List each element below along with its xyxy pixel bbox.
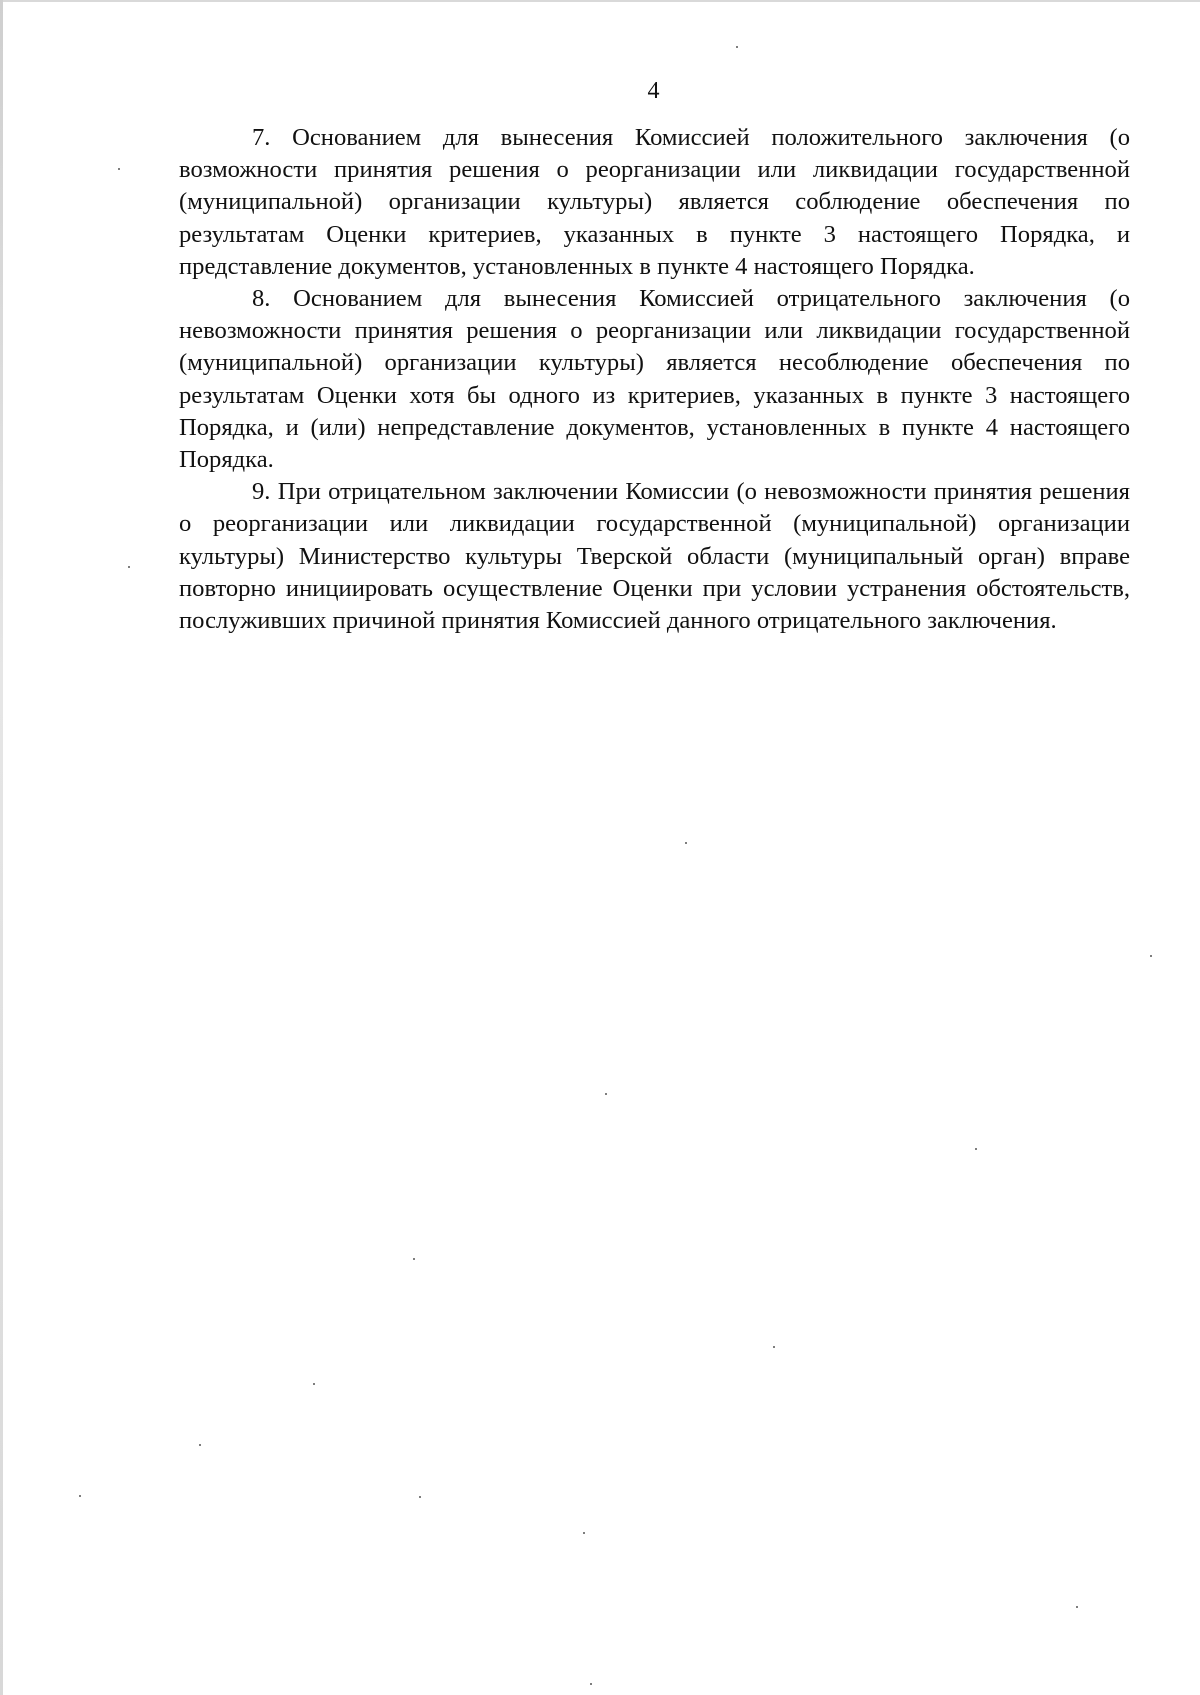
page-number: 4 — [647, 78, 660, 104]
scan-speck — [199, 1444, 201, 1446]
scan-speck — [128, 566, 130, 568]
page-top-edge — [0, 0, 1200, 2]
scan-speck — [605, 1093, 607, 1095]
scan-speck — [590, 1683, 592, 1685]
page-left-edge — [0, 0, 3, 1695]
scan-speck — [685, 842, 687, 844]
scan-speck — [975, 1148, 977, 1150]
scan-speck — [736, 46, 738, 48]
scan-speck — [313, 1383, 315, 1385]
scan-speck — [79, 1495, 81, 1497]
scan-speck — [1076, 1606, 1078, 1608]
scan-speck — [1150, 955, 1152, 957]
paragraph-9: 9. При отрицательном заключении Комиссии (о невозможности принятия решения о реорганизации или ликвидации государственной (муниципальной) организации культуры) Министерство культуры Тверской области (муниципальный орган) вправе повторно инициировать осуществление Оценки при условии устранения обстоятельств, послуживших причиной принятия Комиссией данного отрицательного заключения. — [179, 478, 1130, 635]
scan-speck — [118, 168, 120, 170]
paragraph-8: 8. Основанием для вынесения Комиссией отрицательного заключения (о невозможности принятия решения о реорганизации или ликвидации государственной (муниципальной) организации культуры) является несоблюдение обеспечения по результатам Оценки хотя бы одного из критериев, указанных в пункте 3 настоящего Порядка, и (или) непредставление документов, установленных в пункте 4 настоящего Порядка. — [179, 285, 1130, 474]
scan-speck — [583, 1532, 585, 1534]
scan-speck — [773, 1346, 775, 1348]
paragraph-7: 7. Основанием для вынесения Комиссией положительного заключения (о возможности принятия решения о реорганизации или ликвидации государственной (муниципальной) организации культуры) является соблюдение обеспечения по результатам Оценки критериев, указанных в пункте 3 настоящего Порядка, и представление документов, установленных в пункте 4 настоящего Порядка. — [179, 124, 1130, 280]
document-body — [179, 122, 1130, 637]
scan-speck — [413, 1258, 415, 1260]
scan-speck — [419, 1496, 421, 1498]
